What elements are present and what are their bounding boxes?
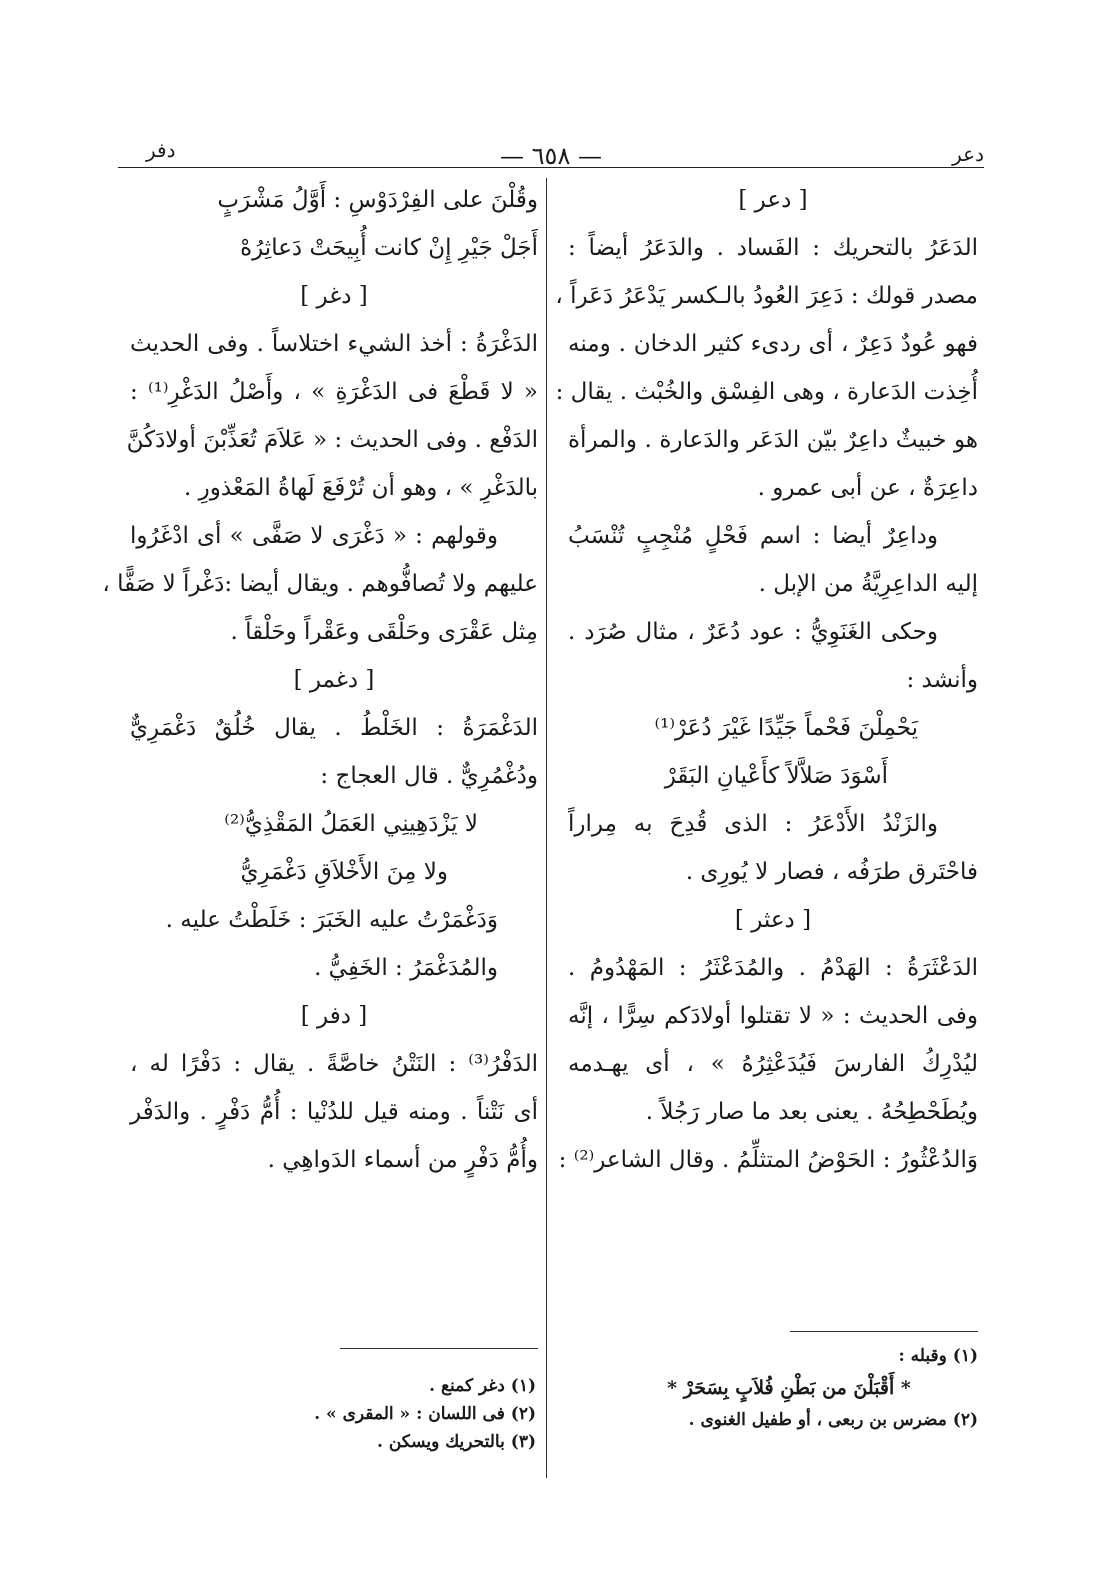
text-line: ليُدْرِكُ الفارسَ فَيُدَعْثِرُهُ » ، أى يهـدمه [568,1051,978,1077]
text-line: « لا قَطْعَ فى الدَغْرَةِ » ، وأَصْلُ الدَغْرِ⁽¹⁾ : [130,379,538,405]
footnote: (١) وقبله : [898,1346,978,1366]
text-line: وَدَغْمَرْتُ عليه الخَبَرَ : خَلَطْتُ عليه . [165,907,498,933]
verse-line: وقُلْنَ على الفِرْدَوْسِ : أَوَّلُ مَشْرَبٍ [217,187,538,213]
verse-line: ولا مِنَ الأَخْلاَقِ دَغْمَرِيُّ [240,859,448,885]
text-line: وَالدُعْثُورُ : الحَوْضُ المتثلِّمُ . وقال الشاعر⁽²⁾ : [558,1147,978,1173]
text-line: مصدر قولك : دَعِرَ العُودُ بالـكسر يَدْعَرُ دَعَراً ، [555,283,978,309]
footnote-rule-left [340,1348,538,1349]
entry-heading-dafr: [ دفر ] [300,1003,368,1029]
text-line: داعِرَةٌ ، عن أبى عمرو . [757,475,978,501]
text-line: وفى الحديث : « لا تقتلوا أولادَكم سِرًّا ، إنَّه [568,1003,978,1029]
text-line: الدَفْع . وفى الحديث : « عَلاَمَ تُعَذِّبْنَ أولادَكُنَّ [126,427,538,453]
text-line: أى نَتْناً . ومنه قيل للدُنْيا : أُمُّ دَفْرٍ . والدَفْر [130,1099,538,1125]
footnote-verse: * أَقْبَلْنَ من بَطْنِ فُلاَبٍ بِسَحَرْ * [667,1377,911,1399]
page-header [118,132,984,172]
footnote: (٣) بالتحريك ويسكن . [377,1432,536,1452]
column-divider [546,178,547,1478]
text-line: الدَفْرُ⁽³⁾ : النَتْنُ خاصَّةً . يقال : دَفْرًا له ، [130,1051,538,1077]
entry-heading-daar: [ دعر ] [738,187,808,213]
verse-line: أَسْوَدَ صَلاَّلاً كأَعْيانِ البَقَرْ [664,763,888,789]
text-line: والمُدَغْمَرُ : الخَفِيُّ . [314,955,498,981]
text-line: والزَنْدُ الأَدْعَرُ : الذى قُدِحَ به مِراراً [568,811,938,837]
header-right-word: دعر [952,142,984,166]
verse-line: لا يَزْدَهِينِي العَمَلُ المَقْذِيُّ⁽²⁾ [224,811,478,837]
left-column [102,176,538,1184]
text-line: الدَعَرُ بالتحريك : الفَساد . والدَعَرُ أيضاً : [568,235,978,261]
footnote: (٢) مضرس بن ربعى ، أو طفيل الغنوى . [688,1410,978,1430]
footnotes-left [300,1372,536,1456]
footnote-rule-right [790,1331,978,1332]
text-line: الدَغْرَةُ : أخذ الشيء اختلاساً . وفى الحديث [130,331,538,357]
text-line: ودُغْمُرِيٌّ . قال العجاج : [320,763,538,789]
text-line: فاحْتَرق طرَفُه ، فصار لا يُورِى . [685,859,978,885]
text-line: وأُمُّ دَفْرٍ من أسماء الدَواهِي . [267,1147,538,1173]
text-line: إليه الداعِرِيَّةُ من الإبل . [758,571,978,597]
header-left-word: دفر [146,138,176,162]
footnote: (١) دغر كمنع . [429,1376,536,1396]
text-line: أُخِذت الدَعارة ، وهى الفِسْق والخُبْث . يقال : [555,379,978,405]
text-line: بالدَغْرِ » ، وهو أن تُرْفَعَ لَهاةُ المَعْذورِ . [184,475,538,501]
entry-heading-dathar: [ دعثر ] [734,907,812,933]
text-line: وقولهم : « دَغْرَى لا صَفَّى » أى ادْغَرُوا [130,523,498,549]
page-number: — ٦٥٨ — [500,142,602,170]
text-line: وداعِرٌ أيضا : اسم فَحْلٍ مُنْجِبٍ تُنْسَبُ [568,523,938,549]
footnote: (٢) فى اللسان : « المقرى » . [314,1404,536,1424]
footnotes-right [600,1342,978,1434]
text-line: الدَغْمَرَةُ : الخَلْطُ . يقال خُلُقٌ دَغْمَرِيٌّ [130,715,538,741]
text-line: الدَعْثَرَةُ : الهَدْمُ . والمُدَعْثَرُ : المَهْدُومُ . [568,955,978,981]
text-line: وحكى الغَنَوِيُّ : عود دُعَرٌ ، مثال صُرَد . [568,619,938,645]
text-line: ويُطَحْطِحُهُ . يعنى بعد ما صار رَجُلاً . [645,1099,978,1125]
verse-line: أَجَلْ جَيْرِ إِنْ كانت أُبِيحَتْ دَعاثِرُهْ [240,235,538,261]
entry-heading-dagh: [ دغر ] [300,283,368,309]
entry-heading-daghmar: [ دغمر ] [293,667,375,693]
text-line: فهو عُودٌ دَعِرٌ ، أى ردىء كثير الدخان . ومنه [568,331,978,357]
text-line: مِثل عَقْرَى وحَلْقَى وعَقْراً وحَلْقاً . [230,619,538,645]
text-line: هو خبيثٌ داعِرٌ بيّن الدَعَر والدَعارة . والمرأة [568,427,978,453]
text-line: عليهم ولا تُصافُّوهم . ويقال أيضا :دَغْراً لا صَفًّا ، [102,571,538,597]
header-rule [118,167,984,168]
verse-line: يَحْمِلْنَ فَحْماً جَيِّدًا غَيْرَ دُعَرْ⁽¹⁾ [654,715,918,741]
right-column [555,176,978,1184]
text-line: وأنشد : [906,667,978,693]
